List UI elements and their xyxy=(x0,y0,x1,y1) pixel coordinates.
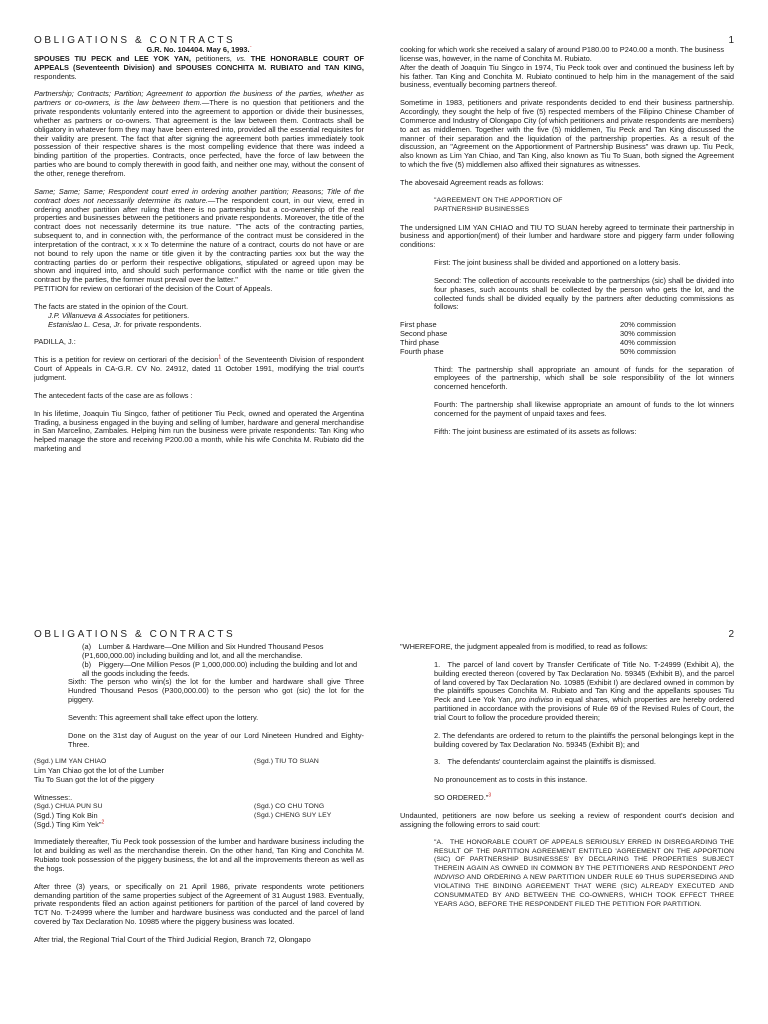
after-three-years-paragraph: After three (3) years, or specifically on 21 April 1986, private respondents wrote petitioners demanding partition of the same properties subject of the Agreement of 31 August 1983. Eventually, private respondents filed an action against petitioners for partition of the parcel of land covered by TCT No. T-24999 where the lumber and hardware business was conducted and the parcel of land covered by Tax Declaration No. 10985 where the piggery business was located. xyxy=(34,881,364,927)
table-row: Fourth phase 50% commission xyxy=(400,346,676,356)
witness-row: (Sgd.) CHUA PUN SU (Sgd.) CO CHU TONG xyxy=(34,802,325,810)
footnote-marker[interactable]: 1 xyxy=(218,354,222,361)
running-header: OBLIGATIONS & CONTRACTS xyxy=(34,629,236,640)
first-condition: First: The joint business shall be divided and apportioned on a lottery basis. xyxy=(434,258,681,268)
left-column xyxy=(34,643,364,1024)
undersigned-paragraph: The undersigned LIM YAN CHIAO and TIU TO SUAN hereby agreed to terminate their partnership in business and apportion(ment) of their lumber and hardware store and piggery farm under following conditions: xyxy=(400,222,734,250)
case-parties: SPOUSES TIU PECK and LEE YOK YAN, petitioners, vs. THE HONORABLE COURT OF APPEALS (Seventeenth Division) and SPOUSES CONCHITA M. RUBIATO and TAN KING, respondents. xyxy=(34,53,364,81)
assigned-error-a: "A. THE HONORABLE COURT OF APPEALS SERIOUSLY ERRED IN DISREGARDING THE RESULT OF THE PARTITION AGREEMENT ENTITLED 'AGREEMENT ON THE APPORTION (SIC) OF PARTNERSHIP BUSINESSES' BY DECLARING THE PROPERTIES SUBJECT THEREIN AGAIN AS OWNED IN COMMON BY THE PETITIONERS AND RESPONDENT PRO INDIVISO AND ORDERING A NEW PARTITION UNDER RULE 69 THUS SUPERSEDING AND VIOLATING THE BINDING AGREEMENT THAT WERE (SIC) ALREADY EXECUTED AND CONSUMMATED BY AND BETWEEN THE CO-OWNERS, WHICH TOOK EFFECT THREE YEARS AGO, BEFORE THE RESPONDENT FILED THE PETITION FOR PARTITION. xyxy=(434,838,734,908)
petition-line: PETITION for review on certiorari of the decision of the Court of Appeals. xyxy=(34,284,273,294)
death-paragraph: After the death of Joaquin Tiu Singco in 1974, Tiu Peck took over and continued the business left by his father. Tan King and Conchita M. Rubiato continued to help him in the management of the said business, eventually becoming partners thereof. xyxy=(400,62,734,90)
dispositive-item-2: 2. The defendants are ordered to return to the plaintiffs the personal belongings kept in the building covered by Tax Declaration No. 59345 (Exhibit B); and xyxy=(434,730,734,749)
lifetime-paragraph: In his lifetime, Joaquin Tiu Singco, father of petitioner Tiu Peck, owned and operated the Argentina Trading, a business engaged in the buying and selling of lumber, hardware and general merchandise in San Marcelino, Zambales. Helping him run the business were private respondents: Tan King who helped manage the store and receiving P200.00 a month, while his wife Conchita M. Rubiato did the marketing and xyxy=(34,408,364,454)
agreement-title-line-1: "AGREEMENT ON THE APPORTION OF xyxy=(434,196,563,204)
antecedent-line: The antecedent facts of the case are as follows : xyxy=(34,390,193,400)
intro-paragraph: This is a petition for review on certiorari of the decision$^1$ of the Seventeenth Division of respondent Court of Appeals in CA-G.R. CV No. 24912, dated 11 October 1991, modifying the trial court's judgment. xyxy=(34,354,364,382)
done-line: Done on the 31st day of August on the year of our Lord Nineteen Hundred and Eighty-Three. xyxy=(68,730,364,749)
dispositive-item-1: 1. The parcel of land covert by Transfer Certificate of Title No. T-24999 (Exhibit A), the building erected thereon (covered by Tax Declaration No. 59345 (Exhibit B), and the parcel of land covered by Tax Declaration No. 10985 (Exhibit I) are declared owned in common by the plaintiffs spouses Conchita M. Rubiato and Tan King and the appellants spouses Tiu Peck and Lee Yok Yan, pro indiviso in equal shares, which properties are hereby ordered partitioned in accordance with the provisions of Rule 69 of the Revised Rules of Court, the trial Court to follow the procedure provided therein; xyxy=(434,659,734,722)
second-condition: Second: The collection of accounts receivable to the partnerships (sic) shall be divided into four phases, such accounts shall be collected by the person who gets the lot, and the collected funds shall be divided equally by the partners after deducting commissions as follows: xyxy=(434,275,734,312)
signature-row: (Sgd.) LIM YAN CHIAO (Sgd.) TIU TO SUAN xyxy=(34,758,319,766)
dispositive-item-3: 3. The defendants' counterclaim against the plaintiffs is dismissed. xyxy=(434,757,656,767)
witnesses-label: Witnesses:. xyxy=(34,792,73,802)
footnote-marker[interactable]: * xyxy=(249,46,252,51)
piggery-lot-line: Tiu To Suan got the lot of the piggery xyxy=(34,775,155,785)
table-row: First phase 20% commission xyxy=(400,320,676,330)
cooking-paragraph: cooking for which work she received a salary of around P180.00 to P240.00 a month. The business license was, however, in the name of Conchita M. Rubiato. xyxy=(400,46,725,63)
abovesaid-line: The abovesaid Agreement reads as follows: xyxy=(400,177,544,187)
syllabus-1: Partnership; Contracts; Partition; Agreement to apportion the business of the parties, whether as partners or co-owners, is the law between them.—There is no question that petitioners and the private respondents voluntarily entered into the agreement to apportion or divide their businesses, whether as partners or co-owners. That agreement is the law between them. Contracts shall be obligatory in whatever form they may have been entered into, provided all the essential requisites for their validity are present. The fact that after signing the agreement both parties immediately took possession of their respective shares is the most compelling evidence that there was indeed a binding partition of the properties. Contracts, once perfected, have the force of law between the parties who are bound to comply therewith in good faith, and neither one may, without the consent of the other, renege therefrom. xyxy=(34,89,364,178)
running-header: OBLIGATIONS & CONTRACTS xyxy=(34,35,236,46)
counsel-respondents: Estanislao L. Cesa, Jr. for private respondents. xyxy=(48,319,202,329)
witness-row: (Sgd.) Ting Kok Bin (Sgd.) CHENG SUY LEY xyxy=(34,810,332,820)
page-2 xyxy=(0,512,768,1024)
witness-row: (Sgd.) Ting Kim Yek"$^2$ xyxy=(34,819,105,829)
table-row: Third phase 40% commission xyxy=(400,337,676,347)
left-column xyxy=(34,46,364,512)
agreement-title-line-2: PARTNERSHIP BUSINESSES xyxy=(434,205,530,213)
ponente: PADILLA, J.: xyxy=(34,337,76,347)
page-number: 1 xyxy=(728,35,734,46)
footnote-marker[interactable]: 2 xyxy=(101,819,105,826)
seventh-condition: Seventh: This agreement shall take effect upon the lottery. xyxy=(68,712,259,722)
asset-lumber: (a) Lumber & Hardware—One Million and Six Hundred Thousand Pesos (P1,600,000.00) including building and lot, and all the merchandise. xyxy=(82,643,324,660)
fifth-condition: Fifth: The joint business are estimated of its assets as follows: xyxy=(434,426,637,436)
table-row: Second phase 30% commission xyxy=(400,329,676,339)
third-condition: Third: The partnership shall appropriate an amount of funds for the separation of employees of the partnership, which shall be sole responsibility of the lot winners concerned henceforth. xyxy=(434,364,734,392)
commission-table xyxy=(400,321,734,356)
immediately-paragraph: Immediately thereafter, Tiu Peck took possession of the lumber and hardware business including the lot and building as well as the merchandise therein. On the other hand, Tan King and Conchita M. Rubiato took possession of the piggery business, the lot and all the improvements thereon as well as the hogs. xyxy=(34,837,364,873)
facts-line: The facts are stated in the opinion of the Court. xyxy=(34,301,189,311)
page-number: 2 xyxy=(728,629,734,640)
footnote-marker[interactable]: 3 xyxy=(488,792,492,799)
wherefore-line: "WHEREFORE, the judgment appealed from is modified, to read as follows: xyxy=(400,643,648,651)
right-column xyxy=(400,643,734,1024)
lumber-lot-line: Lim Yan Chiao got the lot of the Lumber xyxy=(34,766,164,776)
right-column xyxy=(400,46,734,512)
syllabus-2: Same; Same; Same; Respondent court erred in ordering another partition; Reasons; Title of the contract does not necessarily determine its nature.—The respondent court, in our view, erred in ordering another partition after ruling that there is no partnership but a co-ownership of the real properties and businesses between the petitioners and private respondents. Moreover, the title of the contract does not necessarily determine its true nature. "The acts of the contracting parties, subsequent to, and in connection with, the performance of the contract must be considered in the interpretation of the contract, x x x To determine the nature of a contract, courts do not have or are not bound to rely upon the name or title given it by the contracting parties xxx but the way the contracting parties do or perform their respective obligations, stipulated or agreed upon may be shown and inquired into, and should such performance conflict with the name or title given the contract by the parties, the former must prevail over the latter." xyxy=(34,186,364,285)
sixth-condition: Sixth: The person who win(s) the lot for the lumber and hardware shall give Three Hundred Thousand Pesos (P300,000.00) to the person who got (sic) the lot for the piggery. xyxy=(68,677,364,705)
case-gr-number: G.R. No. 104404. May 6, 1993.* xyxy=(146,46,252,54)
counsel-petitioners: J.P. Villanueva & Associates for petitioners. xyxy=(48,310,190,320)
costs-line: No pronouncement as to costs in this instance. xyxy=(434,775,588,785)
after-trial-paragraph: After trial, the Regional Trial Court of the Third Judicial Region, Branch 72, Olongapo xyxy=(34,934,311,944)
asset-piggery: (b) Piggery—One Million Pesos (P 1,000,000.00) including the building and lot and all the goods including the feeds. xyxy=(82,659,358,678)
sometime-paragraph: Sometime in 1983, petitioners and private respondents decided to end their business partnership. Accordingly, they sought the help of five (5) respected members of the Filipino Chinese Chamber of Commerce and Industry of Olongapo City (of which petitioners and private respondents are members) to act as middlemen. Together with the five (5) middlemen, Tiu Peck and Tan King discussed the manner of their separation and the liquidation of the partnership properties. As a result of the discussion, an "Agreement on the Apportionment of Partnership Business" was drawn up. Tiu Peck, also known as Lim Yan Chiao, and Tan King, also known as Tiu To Suan, both signed the Agreement to which the five (5) middlemen also affixed their signatures as witnesses. xyxy=(400,98,734,170)
fourth-condition: Fourth: The partnership shall likewise appropriate an amount of funds to the lot winners concerned for the payment of unpaid taxes and fees. xyxy=(434,400,734,418)
undaunted-paragraph: Undaunted, petitioners are now before us seeking a review of respondent court's decision and assigning the following errors to said court: xyxy=(400,810,734,829)
so-ordered-line: SO ORDERED."$^3$ xyxy=(434,792,492,803)
